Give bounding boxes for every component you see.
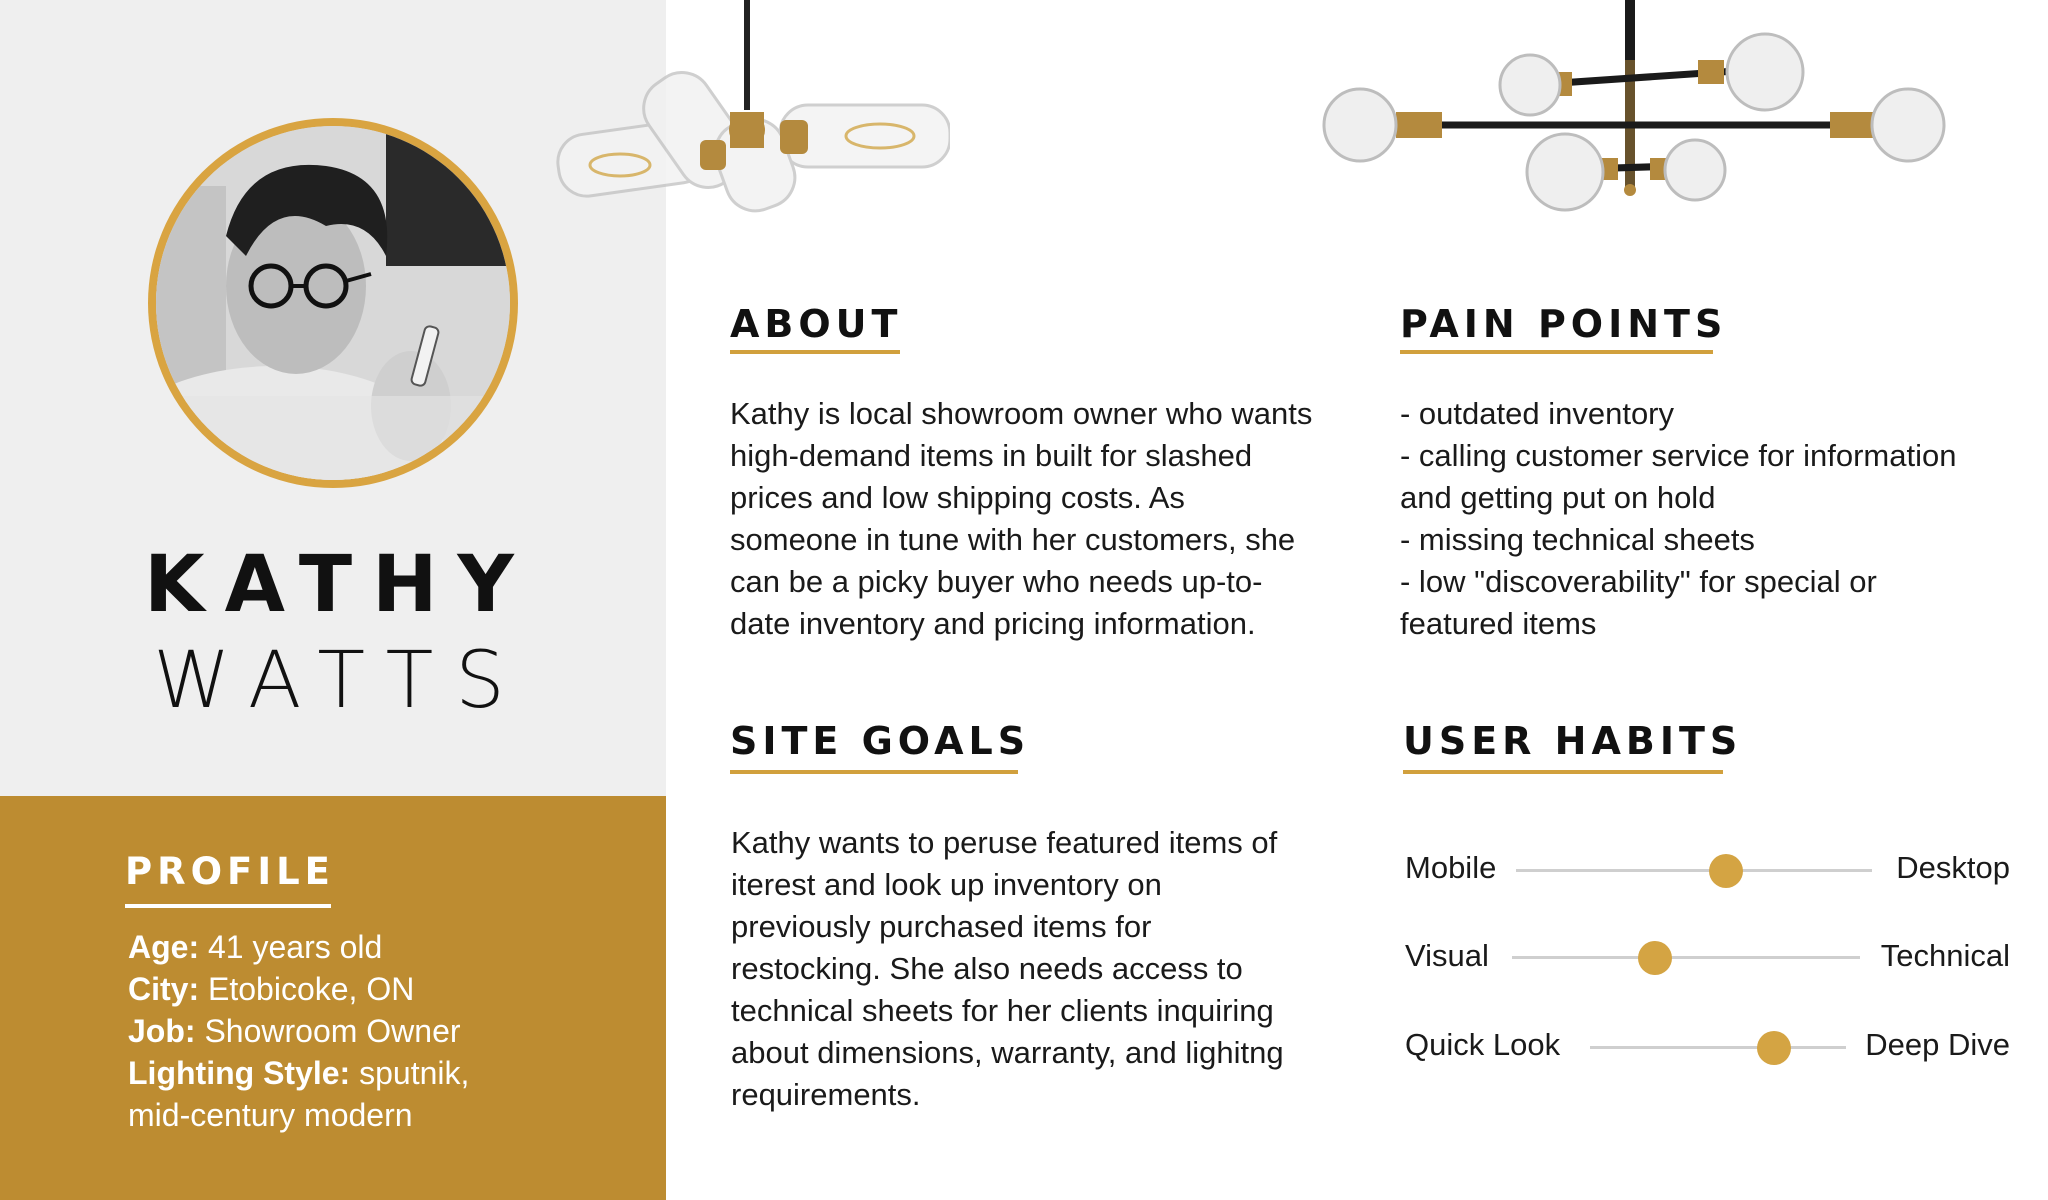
profile-city-key: City: (128, 971, 200, 1007)
profile-details (128, 926, 469, 1136)
habit-slider-track (1516, 869, 1872, 872)
site-goals-line: restocking. She also needs access to (731, 951, 1243, 986)
pain-point-line: and getting put on hold (1400, 480, 1716, 515)
habit-left-label: Mobile (1405, 850, 1497, 885)
profile-city (128, 968, 469, 1010)
profile-style-key: Lighting Style: (128, 1055, 351, 1091)
user-habits-heading-underline (1403, 770, 1723, 774)
about-line: Kathy is local showroom owner who wants (730, 396, 1313, 431)
pain-point-line: - low "discoverability" for special or (1400, 564, 1877, 599)
profile-style (128, 1052, 469, 1094)
site-goals-line: Kathy wants to peruse featured items of (731, 825, 1278, 860)
profile-style-value: sputnik, (350, 1055, 470, 1091)
site-goals-line: iterest and look up inventory on (731, 867, 1162, 902)
profile-job-value: Showroom Owner (195, 1013, 461, 1049)
pain-point-line: featured items (1400, 606, 1597, 641)
site-goals-heading: SITE GOALS (730, 719, 1031, 763)
about-line: someone in tune with her customers, she (730, 522, 1296, 557)
site-goals-heading-underline (730, 770, 1018, 774)
persona-last-name: WATTS (153, 636, 527, 726)
about-line: can be a picky buyer who needs up-to- (730, 564, 1263, 599)
about-line: date inventory and pricing information. (730, 606, 1256, 641)
profile-age-key: Age: (128, 929, 200, 965)
sputnik-chandelier-icon (1300, 0, 1960, 215)
portrait-photo (156, 126, 510, 480)
site-goals-line: about dimensions, warranty, and lighitng (731, 1035, 1284, 1070)
about-heading: ABOUT (730, 302, 903, 346)
site-goals-text (731, 822, 1284, 1116)
pendant-lamp-icon (550, 0, 950, 215)
profile-age (128, 926, 469, 968)
profile-job (128, 1010, 469, 1052)
habit-slider-track (1590, 1046, 1846, 1049)
pain-points-heading: PAIN POINTS (1400, 302, 1728, 346)
pain-point-line: - calling customer service for information (1400, 438, 1957, 473)
habit-left-label: Quick Look (1405, 1027, 1561, 1062)
site-goals-line: previously purchased items for (731, 909, 1152, 944)
persona-first-name: KATHY (144, 540, 534, 630)
about-line: prices and low shipping costs. As (730, 480, 1185, 515)
habit-slider-track (1512, 956, 1860, 959)
habit-right-label: Deep Dive (1865, 1027, 2010, 1062)
habit-right-label: Technical (1880, 938, 2010, 973)
profile-job-key: Job: (128, 1013, 196, 1049)
profile-style-continuation: mid-century modern (128, 1097, 413, 1133)
site-goals-line: technical sheets for her clients inquiring (731, 993, 1274, 1028)
pain-points-text (1400, 393, 1956, 645)
about-line: high-demand items in built for slashed (730, 438, 1253, 473)
avatar (148, 118, 518, 488)
pain-points-heading-underline (1400, 350, 1713, 354)
habit-right-label: Desktop (1896, 850, 2010, 885)
user-habits-heading: USER HABITS (1403, 719, 1743, 763)
habit-slider-knob (1757, 1031, 1791, 1065)
profile-heading: PROFILE (125, 850, 335, 893)
profile-city-value: Etobicoke, ON (199, 971, 415, 1007)
site-goals-line: requirements. (731, 1077, 921, 1112)
habit-left-label: Visual (1405, 938, 1489, 973)
profile-age-value: 41 years old (199, 929, 383, 965)
habit-slider-knob (1709, 854, 1743, 888)
profile-heading-underline (125, 904, 331, 908)
about-text (730, 393, 1312, 645)
pain-point-line: - outdated inventory (1400, 396, 1675, 431)
habit-slider-knob (1638, 941, 1672, 975)
about-heading-underline (730, 350, 900, 354)
pain-point-line: - missing technical sheets (1400, 522, 1755, 557)
